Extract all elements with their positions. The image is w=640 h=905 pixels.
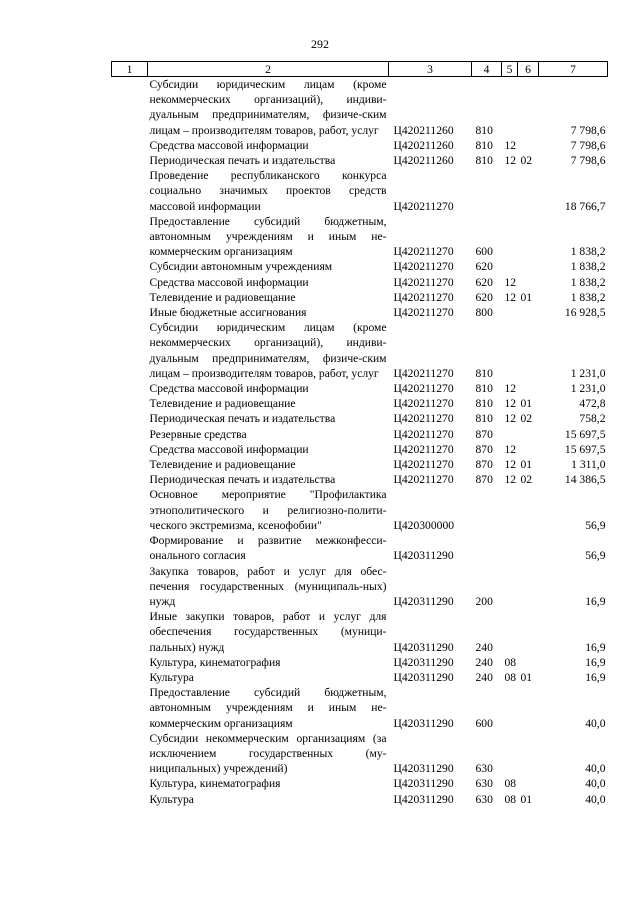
target-article-cell: Ц420211270 — [393, 306, 454, 320]
amount-cell: 1 838,2 — [570, 245, 606, 259]
subsection-cell — [518, 168, 539, 214]
expense-type-cell: 240 — [475, 670, 493, 684]
row-number-cell — [112, 533, 148, 563]
expense-type-cell: 600 — [475, 716, 493, 730]
subsection-cell — [518, 776, 539, 791]
target-article-cell: Ц420211270 — [393, 260, 454, 274]
subsection-cell: 01 — [520, 792, 533, 806]
section-cell — [502, 77, 518, 138]
amount-cell: 16,9 — [585, 594, 606, 608]
subsection-cell: 01 — [520, 458, 533, 472]
table-row — [112, 77, 608, 138]
section-cell: 12 — [504, 154, 517, 168]
expense-type-cell: 620 — [475, 260, 493, 274]
expense-type-cell: 810 — [475, 138, 493, 152]
item-name-cell: Субсидии некоммерческим организациям (за исключением государственных (му-ниципальных) учреждений) — [149, 731, 387, 776]
section-cell — [502, 609, 518, 655]
amount-cell: 1 838,2 — [570, 260, 606, 274]
expense-type-cell: 810 — [475, 154, 493, 168]
subsection-cell — [518, 77, 539, 138]
subsection-cell — [518, 655, 539, 670]
item-name-cell: Телевидение и радиовещание — [149, 458, 296, 472]
target-article-cell: Ц420211270 — [393, 458, 454, 472]
amount-cell: 56,9 — [585, 518, 606, 532]
item-name-cell: Средства массовой информации — [149, 442, 309, 456]
expense-type-cell: 240 — [475, 655, 493, 669]
target-article-cell: Ц420311290 — [393, 594, 454, 608]
row-number-cell — [112, 655, 148, 670]
row-number-cell — [112, 259, 148, 274]
row-number-cell — [112, 670, 148, 685]
item-name-cell: Субсидии юридическим лицам (кроме некоммерческих организаций), индиви-дуальным предпринимателям, физиче-ским лицам – производителям товаров, работ, услуг — [149, 78, 387, 137]
target-article-cell: Ц420211270 — [393, 275, 454, 289]
item-name-cell: Средства массовой информации — [149, 275, 309, 289]
table-row — [112, 609, 608, 655]
subsection-cell — [518, 564, 539, 610]
column-header-1: 1 — [112, 62, 148, 77]
item-name-cell: Периодическая печать и издательства — [149, 412, 336, 426]
subsection-cell — [518, 214, 539, 260]
item-name-cell: Периодическая печать и издательства — [149, 473, 336, 487]
column-header-6: 6 — [518, 62, 539, 77]
amount-cell: 14 386,5 — [564, 473, 606, 487]
table-header-row — [112, 62, 608, 77]
table-row — [112, 153, 608, 168]
row-number-cell — [112, 396, 148, 411]
table-row — [112, 564, 608, 610]
subsection-cell: 02 — [520, 473, 533, 487]
section-cell — [502, 214, 518, 260]
table-row — [112, 533, 608, 563]
section-cell — [502, 320, 518, 381]
subsection-cell: 01 — [520, 397, 533, 411]
section-cell: 12 — [504, 458, 517, 472]
amount-cell: 16,9 — [585, 640, 606, 654]
target-article-cell: Ц420211270 — [393, 412, 454, 426]
table-row — [112, 685, 608, 731]
row-number-cell — [112, 275, 148, 290]
target-article-cell: Ц420311290 — [393, 762, 454, 776]
target-article-cell: Ц420211260 — [393, 123, 454, 137]
row-number-cell — [112, 792, 148, 807]
row-number-cell — [112, 442, 148, 457]
subsection-cell — [518, 487, 539, 533]
table-row — [112, 792, 608, 807]
item-name-cell: Формирование и развитие межконфесси-онального согласия — [149, 534, 387, 563]
row-number-cell — [112, 609, 148, 655]
expense-type-cell: 810 — [475, 366, 493, 380]
subsection-cell — [518, 685, 539, 731]
section-cell: 12 — [504, 275, 517, 289]
amount-cell: 56,9 — [585, 549, 606, 563]
item-name-cell: Периодическая печать и издательства — [149, 154, 336, 168]
item-name-cell: Субсидии автономным учреждениям — [149, 260, 333, 274]
target-article-cell: Ц420311290 — [393, 670, 454, 684]
row-number-cell — [112, 472, 148, 487]
subsection-cell: 02 — [520, 412, 533, 426]
row-number-cell — [112, 487, 148, 533]
subsection-cell — [518, 609, 539, 655]
subsection-cell — [518, 320, 539, 381]
amount-cell: 1 311,0 — [571, 458, 606, 472]
target-article-cell: Ц420211260 — [393, 138, 454, 152]
row-number-cell — [112, 427, 148, 442]
amount-cell: 40,0 — [585, 792, 606, 806]
item-name-cell: Проведение республиканского конкурса социально значимых проектов средств массовой информации — [149, 169, 387, 213]
table-row — [112, 731, 608, 777]
section-cell: 12 — [504, 397, 517, 411]
target-article-cell: Ц420300000 — [393, 518, 455, 532]
column-header-2: 2 — [148, 62, 389, 77]
column-header-5: 5 — [502, 62, 518, 77]
expense-type-cell: 240 — [475, 640, 493, 654]
table-row — [112, 776, 608, 791]
subsection-cell — [518, 305, 539, 320]
subsection-cell — [518, 259, 539, 274]
amount-cell: 7 798,6 — [570, 138, 606, 152]
row-number-cell — [112, 77, 148, 138]
amount-cell: 40,0 — [585, 762, 606, 776]
table-row — [112, 168, 608, 214]
subsection-cell — [518, 275, 539, 290]
amount-cell: 1 231,0 — [570, 382, 606, 396]
section-cell — [502, 259, 518, 274]
amount-cell: 15 697,5 — [564, 427, 606, 441]
expense-type-cell: 870 — [475, 458, 493, 472]
target-article-cell: Ц420211270 — [393, 397, 454, 411]
row-number-cell — [112, 305, 148, 320]
target-article-cell: Ц420311290 — [393, 640, 454, 654]
target-article-cell: Ц420211270 — [393, 245, 454, 259]
section-cell — [502, 685, 518, 731]
expense-type-cell: 810 — [475, 123, 493, 137]
subsection-cell — [518, 442, 539, 457]
section-cell: 12 — [504, 138, 517, 152]
expense-type-cell: 600 — [475, 245, 493, 259]
expense-type-cell: 620 — [475, 290, 493, 304]
section-cell: 12 — [504, 412, 517, 426]
amount-cell: 15 697,5 — [564, 442, 606, 456]
target-article-cell: Ц420211270 — [393, 366, 454, 380]
row-number-cell — [112, 153, 148, 168]
expense-type-cell: 810 — [475, 412, 493, 426]
section-cell: 08 — [504, 792, 517, 806]
item-name-cell: Телевидение и радиовещание — [149, 397, 296, 411]
amount-cell: 16,9 — [585, 670, 606, 684]
amount-cell: 1 231,0 — [570, 366, 606, 380]
target-article-cell: Ц420211270 — [393, 442, 454, 456]
row-number-cell — [112, 381, 148, 396]
row-number-cell — [112, 214, 148, 260]
expense-type-cell: 870 — [475, 427, 493, 441]
table-row — [112, 320, 608, 381]
table-row — [112, 442, 608, 457]
item-name-cell: Закупка товаров, работ и услуг для обес-печения государственных (муниципаль-ных) нужд — [149, 564, 387, 608]
expense-type-cell — [472, 533, 502, 563]
table-row — [112, 259, 608, 274]
target-article-cell: Ц420211260 — [393, 154, 454, 168]
row-number-cell — [112, 564, 148, 610]
section-cell — [502, 731, 518, 777]
table-row — [112, 305, 608, 320]
item-name-cell: Средства массовой информации — [149, 382, 309, 396]
amount-cell: 16,9 — [585, 655, 606, 669]
amount-cell: 40,0 — [585, 716, 606, 730]
table-row — [112, 411, 608, 426]
target-article-cell: Ц420311290 — [393, 716, 454, 730]
item-name-cell: Резервные средства — [149, 427, 247, 441]
item-name-cell: Предоставление субсидий бюджетным, автономным учреждениям и иным не-коммерческим организациям — [149, 214, 387, 259]
table-row — [112, 275, 608, 290]
item-name-cell: Культура — [149, 792, 194, 806]
table-row — [112, 427, 608, 442]
section-cell: 12 — [504, 382, 517, 396]
section-cell: 08 — [504, 670, 517, 684]
expense-type-cell: 620 — [475, 275, 493, 289]
expense-type-cell — [472, 487, 502, 533]
item-name-cell: Иные закупки товаров, работ и услуг для обеспечения государственных (муници-пальных) нужд — [149, 610, 387, 654]
expense-type-cell: 870 — [475, 442, 493, 456]
target-article-cell: Ц420211270 — [393, 473, 454, 487]
target-article-cell: Ц420311290 — [393, 655, 454, 669]
table-row — [112, 396, 608, 411]
target-article-cell: Ц420311290 — [393, 792, 454, 806]
row-number-cell — [112, 290, 148, 305]
target-article-cell: Ц420311290 — [393, 549, 454, 563]
expense-type-cell: 800 — [475, 306, 493, 320]
table-row — [112, 472, 608, 487]
row-number-cell — [112, 320, 148, 381]
item-name-cell: Культура, кинематография — [149, 655, 281, 669]
target-article-cell: Ц420311290 — [393, 777, 454, 791]
row-number-cell — [112, 411, 148, 426]
section-cell: 12 — [504, 473, 517, 487]
target-article-cell: Ц420211270 — [393, 199, 454, 213]
row-number-cell — [112, 457, 148, 472]
section-cell: 08 — [504, 655, 517, 669]
section-cell — [502, 533, 518, 563]
amount-cell: 16 928,5 — [564, 306, 606, 320]
item-name-cell: Культура — [149, 670, 194, 684]
expense-type-cell: 630 — [475, 777, 493, 791]
target-article-cell: Ц420211270 — [393, 382, 454, 396]
item-name-cell: Основное мероприятие "Профилактика этнополитического и религиозно-полити-ческого экстремизма, ксенофобии" — [149, 488, 387, 532]
subsection-cell — [518, 381, 539, 396]
subsection-cell: 01 — [520, 670, 533, 684]
table-row — [112, 670, 608, 685]
table-row — [112, 138, 608, 153]
amount-cell: 472,8 — [579, 397, 606, 411]
page-number: 292 — [311, 37, 329, 51]
table-row — [112, 290, 608, 305]
row-number-cell — [112, 138, 148, 153]
table-row — [112, 487, 608, 533]
table-row — [112, 381, 608, 396]
section-cell — [502, 305, 518, 320]
subsection-cell — [518, 533, 539, 563]
expense-type-cell: 870 — [475, 473, 493, 487]
column-header-4: 4 — [472, 62, 502, 77]
subsection-cell: 02 — [520, 154, 533, 168]
column-header-3: 3 — [389, 62, 472, 77]
amount-cell: 1 838,2 — [570, 275, 606, 289]
item-name-cell: Культура, кинематография — [149, 777, 281, 791]
row-number-cell — [112, 168, 148, 214]
table-row — [112, 655, 608, 670]
section-cell — [502, 427, 518, 442]
row-number-cell — [112, 776, 148, 791]
expense-type-cell: 630 — [475, 762, 493, 776]
table-row — [112, 214, 608, 260]
amount-cell: 40,0 — [585, 777, 606, 791]
section-cell: 12 — [504, 290, 517, 304]
row-number-cell — [112, 685, 148, 731]
amount-cell: 18 766,7 — [564, 199, 606, 213]
target-article-cell: Ц420211270 — [393, 290, 454, 304]
expense-type-cell: 200 — [475, 594, 493, 608]
section-cell — [502, 487, 518, 533]
expense-type-cell — [472, 168, 502, 214]
item-name-cell: Иные бюджетные ассигнования — [149, 306, 307, 320]
section-cell — [502, 564, 518, 610]
item-name-cell: Субсидии юридическим лицам (кроме некоммерческих организаций), индиви-дуальным предпринимателям, физиче-ским лицам – производителям товаров, работ, услуг — [149, 321, 387, 380]
section-cell: 12 — [504, 442, 517, 456]
item-name-cell: Предоставление субсидий бюджетным, автономным учреждениям и иным не-коммерческим организациям — [149, 686, 387, 730]
target-article-cell: Ц420211270 — [393, 427, 454, 441]
expense-type-cell: 810 — [475, 382, 493, 396]
item-name-cell: Телевидение и радиовещание — [149, 290, 296, 304]
expense-type-cell: 810 — [475, 397, 493, 411]
table-body — [112, 77, 608, 807]
item-name-cell: Средства массовой информации — [149, 138, 309, 152]
row-number-cell — [112, 731, 148, 777]
subsection-cell — [518, 138, 539, 153]
expense-type-cell: 630 — [475, 792, 493, 806]
column-header-7: 7 — [539, 62, 608, 77]
amount-cell: 7 798,6 — [570, 154, 606, 168]
amount-cell: 1 838,2 — [570, 290, 606, 304]
section-cell — [502, 168, 518, 214]
table-row — [112, 457, 608, 472]
budget-table — [111, 61, 608, 807]
subsection-cell: 01 — [520, 290, 533, 304]
section-cell: 08 — [504, 777, 517, 791]
subsection-cell — [518, 427, 539, 442]
subsection-cell — [518, 731, 539, 777]
amount-cell: 758,2 — [579, 412, 606, 426]
amount-cell: 7 798,6 — [570, 123, 606, 137]
